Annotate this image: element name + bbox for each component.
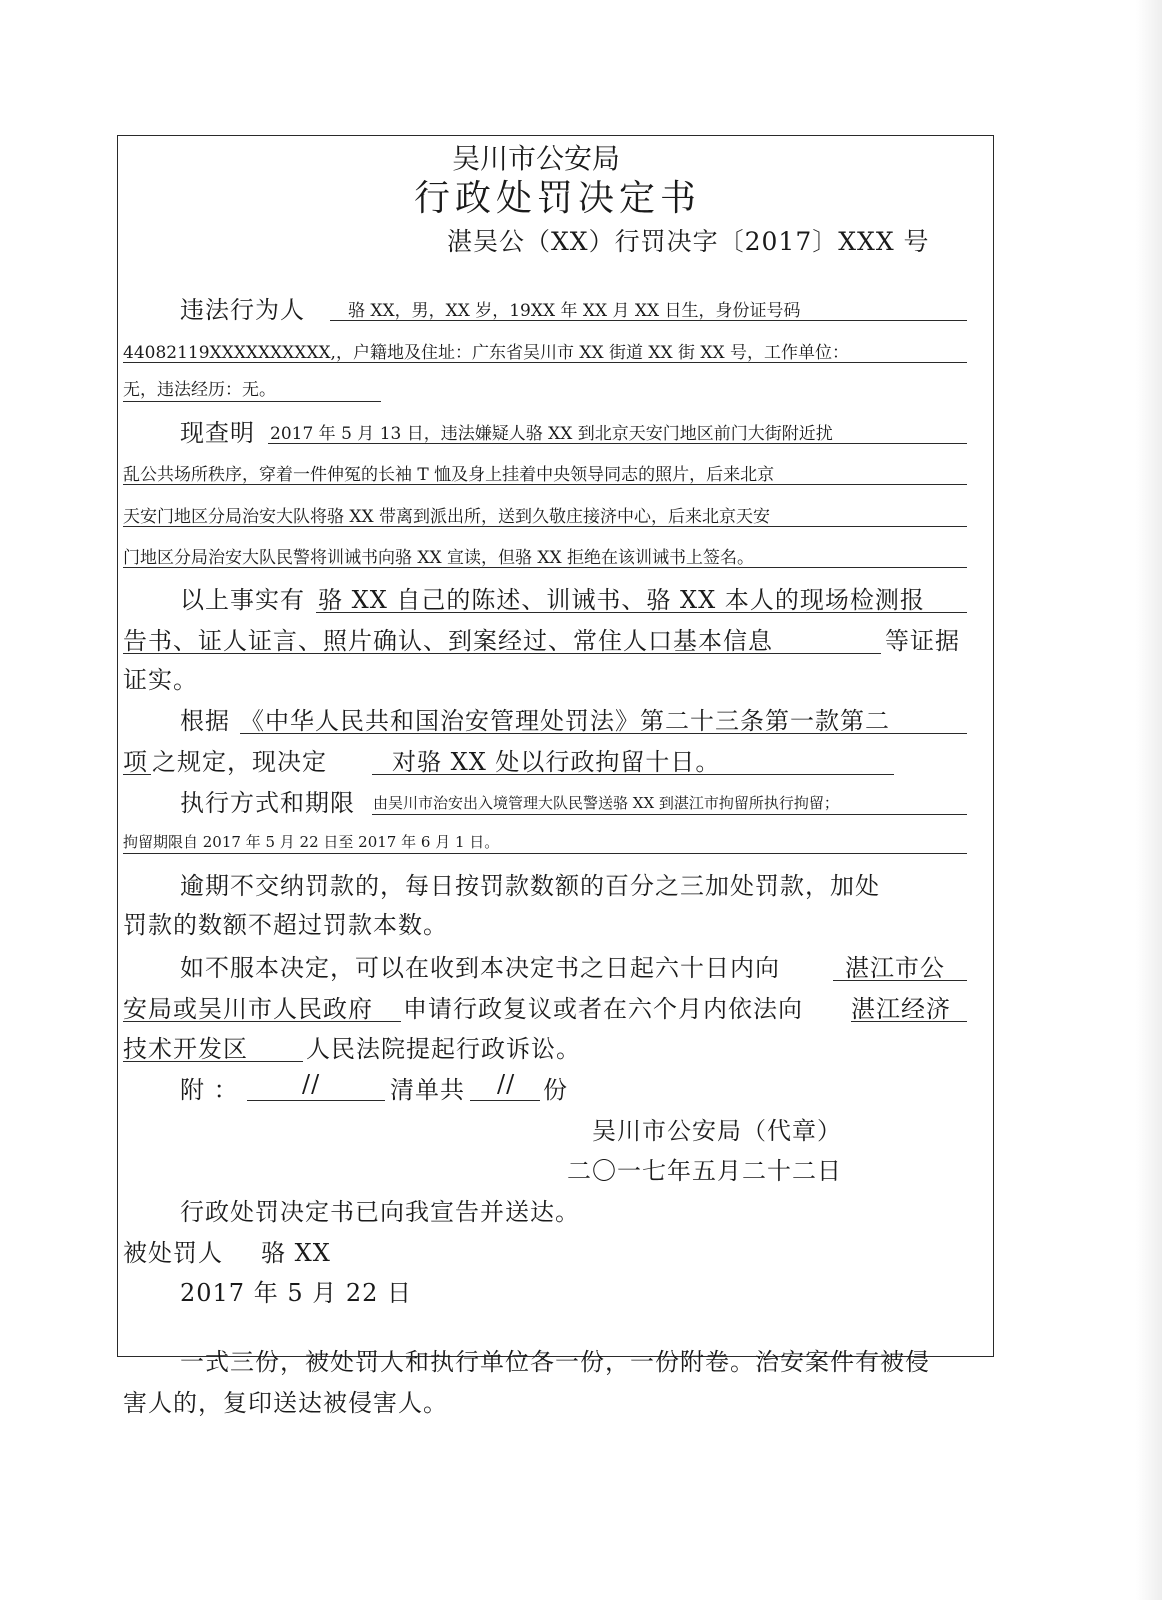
evidence-underline-1 <box>316 612 967 613</box>
appeal-underline-3 <box>123 1061 303 1062</box>
facts-underline-1 <box>268 443 967 444</box>
appeal-line-1-text: 如不服本决定，可以在收到本决定书之日起六十日内向 <box>180 954 780 982</box>
appeal-line-3-court: 技术开发区 <box>123 1035 248 1063</box>
offender-underline-2 <box>123 362 967 363</box>
facts-line-4: 门地区分局治安大队民警将训诫书向骆 XX 宣读，但骆 XX 拒绝在该训诫书上签名。 <box>123 548 755 568</box>
receipt-date: 2017 年 5 月 22 日 <box>180 1279 413 1307</box>
basis-line-1: 《中华人民共和国治安管理处罚法》第二十三条第一款第二 <box>240 707 890 735</box>
appeal-underline-2a <box>123 1021 401 1022</box>
decision-underline <box>372 774 894 775</box>
basis-underline-2a <box>123 774 151 775</box>
offender-line-2: 44082119XXXXXXXXXX,，户籍地及住址：广东省吴川市 XX 街道 XX 街 XX 号，工作单位： <box>123 343 849 363</box>
offender-line-1: 骆 XX，男，XX 岁，19XX 年 XX 月 XX 日生，身份证号码 <box>348 301 801 321</box>
late-fee-line-2: 罚款的数额不超过罚款本数。 <box>123 911 448 939</box>
appeal-line-2-text: 申请行政复议或者在六个月内依法向 <box>403 995 803 1023</box>
execution-underline-1 <box>372 814 967 815</box>
decision-text: 对骆 XX 处以行政拘留十日。 <box>392 748 721 776</box>
execution-line-2: 拘留期限自 2017 年 5 月 22 日至 2017 年 6 月 1 日。 <box>123 833 500 851</box>
appeal-underline-1 <box>833 980 967 981</box>
evidence-underline-2 <box>123 653 881 654</box>
basis-line-2b: 之规定，现决定 <box>152 748 327 776</box>
attachment-list-label: 清单共 <box>390 1076 465 1104</box>
attachment-label: 附 ： <box>180 1076 239 1104</box>
offender-line-3: 无，违法经历：无。 <box>123 380 276 400</box>
receipt-statement: 行政处罚决定书已向我宣告并送达。 <box>180 1198 580 1226</box>
execution-label: 执行方式和期限 <box>180 789 355 817</box>
execution-underline-2 <box>123 853 967 854</box>
appeal-line-2-court: 湛江经济 <box>851 995 951 1023</box>
evidence-line-1: 骆 XX 自己的陈述、训诫书、骆 XX 本人的现场检测报 <box>318 586 925 614</box>
agency-heading: 吴川市公安局 <box>452 142 621 175</box>
execution-line-1: 由吴川市治安出入境管理大队民警送骆 XX 到湛江市拘留所执行拘留； <box>373 794 839 812</box>
offender-label: 违法行为人 <box>180 296 305 324</box>
attachment-unit: 份 <box>543 1076 568 1104</box>
facts-underline-3 <box>123 526 967 527</box>
scan-edge-shadow <box>1136 0 1162 1600</box>
facts-underline-4 <box>123 567 967 568</box>
footnote-line-2: 害人的，复印送达被侵害人。 <box>123 1389 448 1417</box>
basis-prefix: 根据 <box>180 707 230 735</box>
offender-underline-3 <box>123 401 381 402</box>
facts-line-3: 天安门地区分局治安大队将骆 XX 带离到派出所，送到久敬庄接济中心，后来北京天安 <box>123 507 771 527</box>
recipient-name: 骆 XX <box>261 1239 331 1267</box>
attachment-value-2: // <box>497 1070 516 1098</box>
basis-line-2a: 项 <box>123 748 148 776</box>
signing-date: 二〇一七年五月二十二日 <box>567 1157 842 1185</box>
attachment-underline-2 <box>470 1100 540 1101</box>
basis-underline-1 <box>240 733 967 734</box>
appeal-line-1-court: 湛江市公 <box>845 954 945 982</box>
appeal-line-3-text: 人民法院提起行政诉讼。 <box>306 1035 581 1063</box>
evidence-line-3: 证实。 <box>123 666 198 694</box>
document-number: 湛吴公（XX）行罚决字〔2017〕XXX 号 <box>447 227 930 256</box>
facts-line-2: 乱公共场所秩序，穿着一件伸冤的长袖 T 恤及身上挂着中央领导同志的照片，后来北京 <box>123 465 775 485</box>
facts-line-1: 2017 年 5 月 13 日，违法嫌疑人骆 XX 到北京天安门地区前门大街附近扰 <box>270 424 833 444</box>
appeal-line-2-authority: 安局或吴川市人民政府 <box>123 995 373 1023</box>
attachment-underline-1 <box>247 1100 385 1101</box>
appeal-underline-2b <box>851 1021 967 1022</box>
document-title: 行政处罚决定书 <box>414 178 702 219</box>
footnote-line-1: 一式三份，被处罚人和执行单位各一份，一份附卷。治安案件有被侵 <box>180 1348 930 1376</box>
attachment-value-1: // <box>302 1070 321 1098</box>
evidence-line-2: 告书、证人证言、照片确认、到案经过、常住人口基本信息 <box>123 627 773 655</box>
signing-agency: 吴川市公安局（代章） <box>592 1117 842 1145</box>
evidence-suffix: 等证据 <box>885 627 960 655</box>
evidence-prefix: 以上事实有 <box>180 586 305 614</box>
facts-underline-2 <box>123 484 967 485</box>
recipient-label: 被处罚人 <box>123 1239 223 1267</box>
facts-label: 现查明 <box>180 419 255 447</box>
late-fee-line-1: 逾期不交纳罚款的，每日按罚款数额的百分之三加处罚款，加处 <box>180 872 880 900</box>
